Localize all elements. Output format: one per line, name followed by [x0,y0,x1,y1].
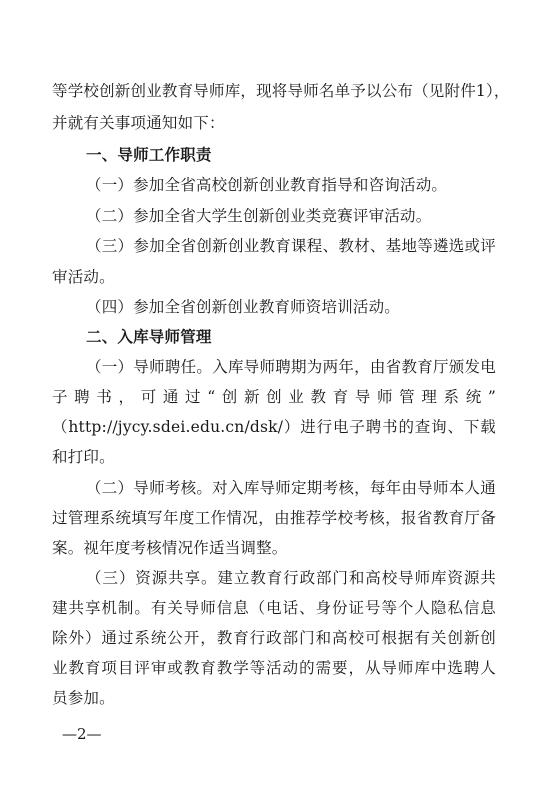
body-line: 子聘书，可通过“创新创业教育导师管理系统” [52,388,496,406]
section-heading: 一、导师工作职责 [86,146,212,164]
body-line: 审活动。 [52,268,115,286]
body-line: 员参加。 [52,689,115,707]
body-line: （四）参加全省创新创业教育师资培训活动。 [86,298,401,316]
body-line: （一）导师聘任。入库导师聘期为两年，由省教育厅颁发电 [86,358,496,376]
body-line: 建共享机制。有关导师信息（电话、身份证号等个人隐私信息 [52,599,496,617]
body-line: 除外）通过系统公开，教育行政部门和高校可根据有关创新创 [52,629,496,647]
body-line: 等学校创新创业教育导师库，现将导师名单予以公布（见附件1）， [52,82,510,100]
body-line: 和打印。 [52,448,115,466]
body-line: （二）参加全省大学生创新创业类竞赛评审活动。 [86,207,432,225]
body-line: （http://jycy.sdei.edu.cn/dsk/）进行电子聘书的查询、下载 [52,418,496,436]
body-line: （一）参加全省高校创新创业教育指导和咨询活动。 [86,176,448,194]
body-line: 过管理系统填写年度工作情况，由推荐学校考核，报省教育厅备 [52,509,496,527]
body-line: 案。视年度考核情况作适当调整。 [52,539,288,557]
body-line: （三）资源共享。建立教育行政部门和高校导师库资源共 [86,569,496,587]
body-line: 并就有关事项通知如下： [52,114,225,132]
body-line: （二）导师考核。对入库导师定期考核，每年由导师本人通 [86,479,496,497]
section-heading: 二、入库导师管理 [86,328,212,346]
page-number: —2— [62,725,102,743]
body-line: （三）参加全省创新创业教育课程、教材、基地等遴选或评 [86,237,496,255]
body-line: 业教育项目评审或教育教学等活动的需要，从导师库中选聘人 [52,659,496,677]
